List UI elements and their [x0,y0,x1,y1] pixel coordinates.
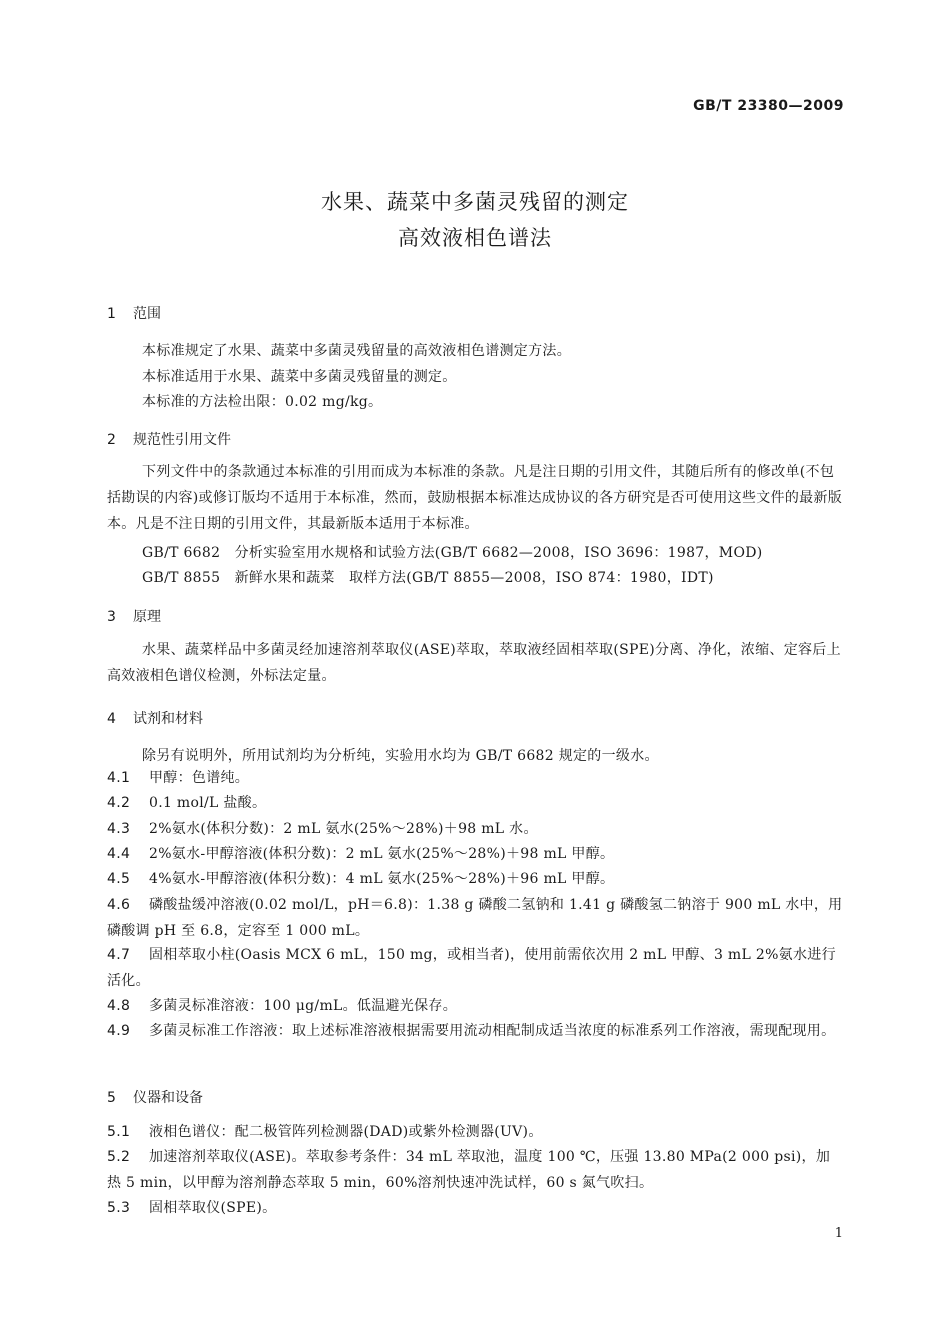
item-text: 多菌灵标准溶液：100 μg/mL。低温避光保存。 [149,998,458,1014]
document-title-line1: 水果、蔬菜中多菌灵残留的测定 [321,190,629,214]
section-1-heading [107,303,161,323]
section-3-heading [107,606,161,626]
item-text: 液相色谱仪：配二极管阵列检测器(DAD)或紫外检测器(UV)。 [149,1124,543,1140]
item-text: 0.1 mol/L 盐酸。 [149,795,267,811]
item-number: 4.8 [107,998,131,1014]
section-number: 5 [107,1090,116,1106]
reference-item: GB/T 6682 分析实验室用水规格和试验方法(GB/T 6682—2008，ISO 3696：1987，MOD) [142,545,763,561]
list-item [107,1195,843,1221]
item-text: 固相萃取小柱(Oasis MCX 6 mL，150 mg，或相当者)，使用前需依次用 2 mL 甲醇、3 mL 2%氨水进行活化。 [107,947,836,989]
list-item [107,816,843,842]
item-text: 4%氨水-甲醇溶液(体积分数)：4 mL 氨水(25%～28%)＋96 mL 甲醇。 [149,871,615,887]
section-number: 1 [107,306,116,322]
page-number: 1 [834,1226,843,1241]
item-number: 4.2 [107,795,131,811]
item-number: 4.4 [107,846,131,862]
paragraph: 本标准的方法检出限：0.02 mg/kg。 [142,394,383,410]
section-title: 试剂和材料 [133,711,203,727]
item-text: 2%氨水-甲醇溶液(体积分数)：2 mL 氨水(25%～28%)＋98 mL 甲醇。 [149,846,615,862]
item-text: 2%氨水(体积分数)：2 mL 氨水(25%～28%)＋98 mL 水。 [149,821,538,837]
section-title: 规范性引用文件 [133,432,231,448]
item-text: 磷酸盐缓冲溶液(0.02 mol/L，pH＝6.8)：1.38 g 磷酸二氢钠和 1.41 g 磷酸氢二钠溶于 900 mL 水中，用磷酸调 pH 至 6.8，定容至 1 000 mL。 [107,897,843,939]
paragraph: 本标准适用于水果、蔬菜中多菌灵残留量的测定。 [142,369,457,385]
item-number: 4.7 [107,947,131,963]
paragraph: 本标准规定了水果、蔬菜中多菌灵残留量的高效液相色谱测定方法。 [142,343,571,359]
item-number: 5.1 [107,1124,131,1140]
list-item [107,993,843,1019]
list-item [107,942,843,994]
reference-item: GB/T 8855 新鲜水果和蔬菜 取样方法(GB/T 8855—2008，ISO 874：1980，IDT) [142,570,714,586]
list-item [107,1144,843,1196]
item-number: 4.9 [107,1023,131,1039]
item-number: 4.6 [107,897,131,913]
paragraph: 下列文件中的条款通过本标准的引用而成为本标准的条款。凡是注日期的引用文件，其随后所有的修改单(不包括勘误的内容)或修订版均不适用于本标准，然而，鼓励根据本标准达成协议的各方研究是否可使用这些文件的最新版本。凡是不注日期的引用文件，其最新版本适用于本标准。 [107,464,843,532]
item-number: 4.1 [107,770,131,786]
item-number: 4.3 [107,821,131,837]
item-text: 固相萃取仪(SPE)。 [149,1200,277,1216]
item-text: 甲醇：色谱纯。 [149,770,250,786]
list-item [107,1018,843,1044]
document-title-line2: 高效液相色谱法 [398,226,552,250]
section-number: 4 [107,711,116,727]
section-2-heading [107,429,231,449]
paragraph: 水果、蔬菜样品中多菌灵经加速溶剂萃取仪(ASE)萃取，萃取液经固相萃取(SPE)分离、净化，浓缩、定容后上高效液相色谱仪检测，外标法定量。 [107,642,841,684]
list-item [107,790,843,816]
list-item [107,892,843,944]
item-text: 加速溶剂萃取仪(ASE)。萃取参考条件：34 mL 萃取池，温度 100 ℃，压强 13.80 MPa(2 000 psi)，加热 5 min，以甲醇为溶剂静态萃取 5 min，60%溶剂快速冲洗试样，60 s 氮气吹扫。 [107,1149,831,1191]
section-number: 3 [107,609,116,625]
section-title: 范围 [133,306,161,322]
item-number: 5.3 [107,1200,131,1216]
section-4-heading [107,708,203,728]
section-title: 仪器和设备 [133,1090,203,1106]
item-number: 4.5 [107,871,131,887]
item-number: 5.2 [107,1149,131,1165]
paragraph: 除另有说明外，所用试剂均为分析纯，实验用水均为 GB/T 6682 规定的一级水。 [142,748,659,764]
section-number: 2 [107,432,116,448]
section-title: 原理 [133,609,161,625]
list-item [107,866,843,892]
list-item [107,841,843,867]
item-text: 多菌灵标准工作溶液：取上述标准溶液根据需要用流动相配制成适当浓度的标准系列工作溶液，需现配现用。 [149,1023,836,1039]
standard-number: GB/T 23380—2009 [693,98,844,114]
list-item [107,765,843,791]
section-5-heading [107,1087,203,1107]
list-item [107,1119,843,1145]
